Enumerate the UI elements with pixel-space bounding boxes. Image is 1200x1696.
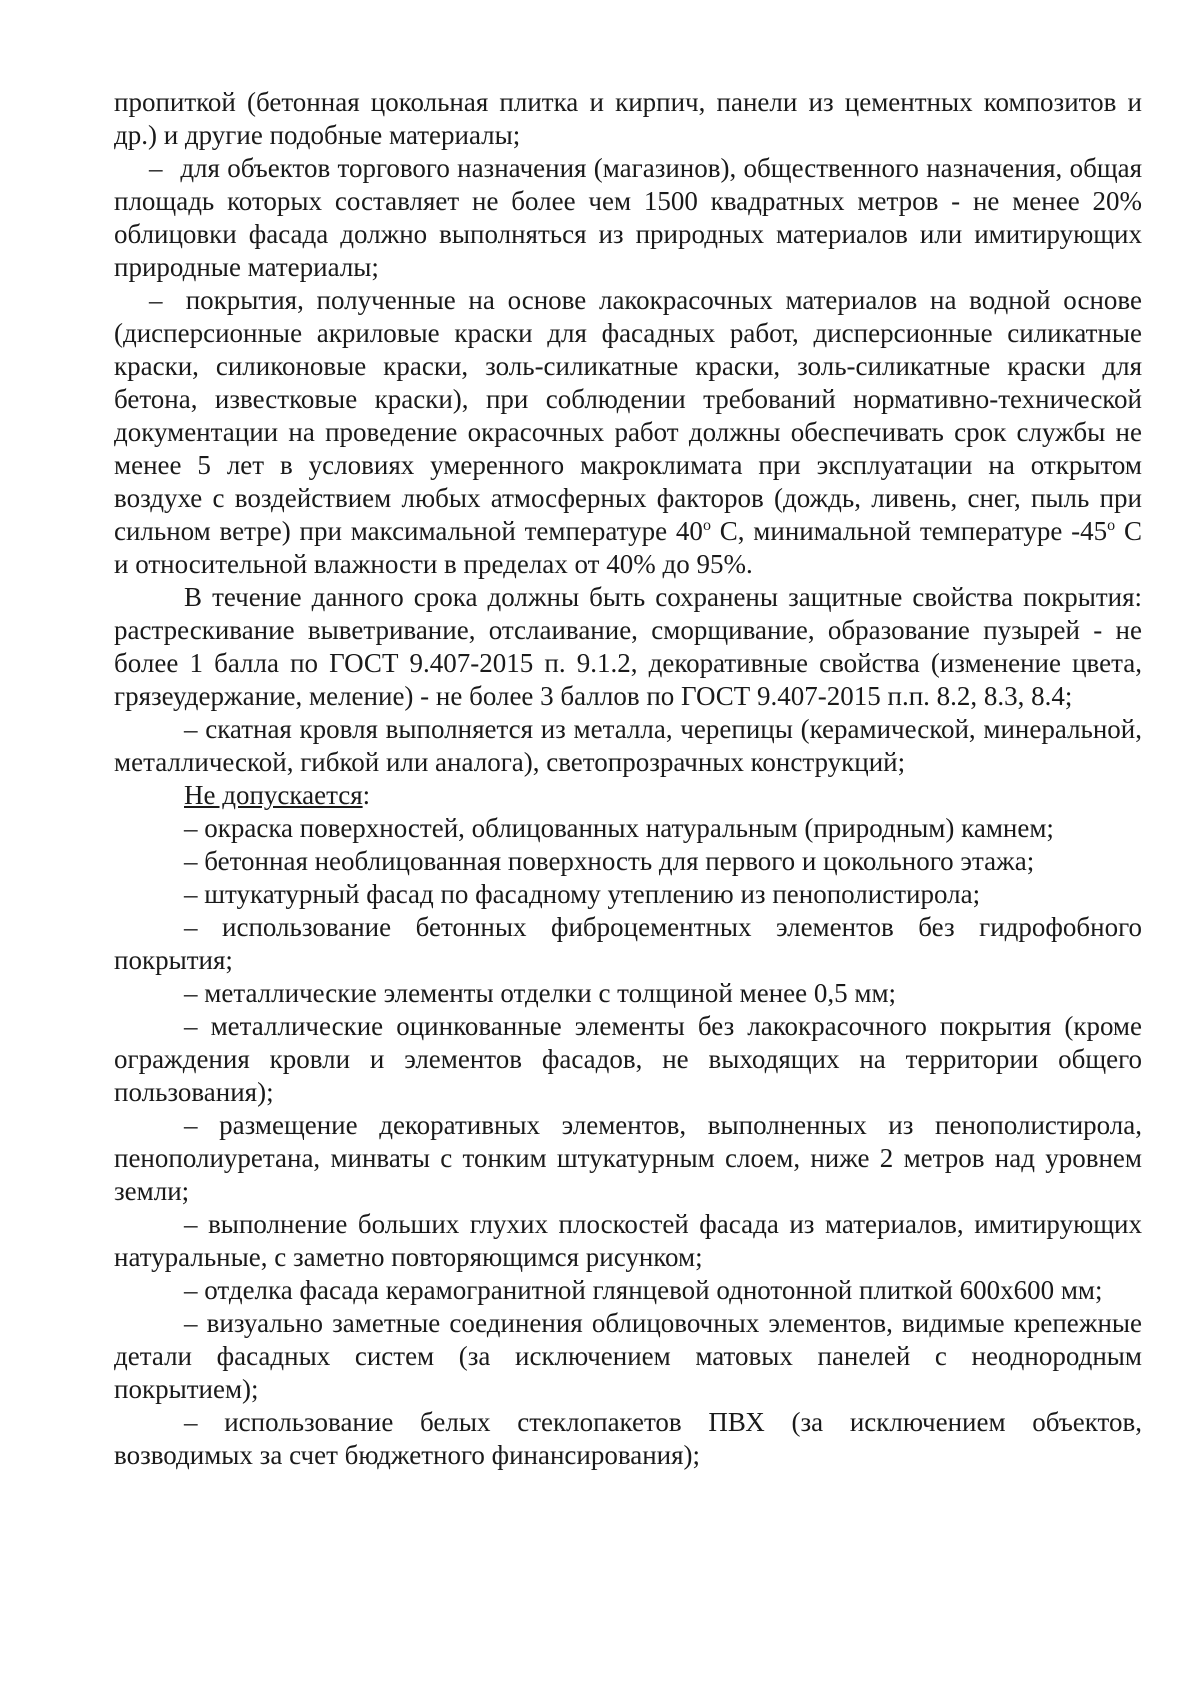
list-item-text: использование бетонных фиброцементных элементов без гидрофобного покрытия; [114,912,1142,975]
list-item-text: выполнение больших глухих плоскостей фасада из материалов, имитирующих натуральные, с заметно повторяющимся рисунком; [114,1209,1142,1272]
list-dash: – [184,879,198,909]
list-item [114,1274,1142,1307]
list-item-text: визуально заметные соединения облицовочных элементов, видимые крепежные детали фасадных систем (за исключением матовых панелей с неоднородным покрытием); [114,1308,1143,1404]
list-dash: – [184,1275,198,1305]
list-item-text: бетонная необлицованная поверхность для первого и цокольного этажа; [204,846,1035,876]
list-item-text: штукатурный фасад по фасадному утеплению из пенополистирола; [204,879,981,909]
list-item [114,977,1142,1010]
degree-mark: o [702,517,711,534]
list-item [114,911,1142,977]
paragraph-text: покрытия, полученные на основе лакокрасочных материалов на водной основе (дисперсионные акриловые краски для фасадных работ, дисперсионные силикатные краски, силиконовые краски, золь-силикатные краски, золь-силикатные краски для бетона, известковые краски), при соблюдении требований нормативно-технической документации на проведение окрасочных работ должны обеспечивать срок службы не менее 5 лет в условиях умеренного макроклимата при эксплуатации на открытом воздухе с воздействием любых атмосферных факторов (дождь, ливень, снег, пыль при сильном ветре) при максимальной температуре 40 [114,285,1142,546]
not-allowed-colon: : [362,780,371,810]
list-dash: – [184,978,198,1008]
paragraph-trade-objects [114,152,1142,284]
paragraph-service-life: В течение данного срока должны быть сохранены защитные свойства покрытия: растрескивание выветривание, отслаивание, сморщивание, образование пузырей - не более 1 балла по ГОСТ 9.407-2015 п. 9.1.2, декоративные свойства (изменение цвета, грязеудержание, меление) - не более 3 баллов по ГОСТ 9.407-2015 п.п. 8.2, 8.3, 8.4; [114,582,1142,711]
list-dash: – [184,1110,198,1140]
paragraph-roof [114,713,1142,779]
not-allowed-label: Не допускается [184,780,363,810]
list-item [114,1010,1142,1109]
list-item-text: размещение декоративных элементов, выполненных из пенополистирола, пенополиуретана, минваты с тонким штукатурным слоем, ниже 2 метров над уровнем земли; [114,1110,1142,1206]
list-dash: – [184,1308,198,1338]
paragraph-text: С и относительной влажности в пределах от 40% до 95%. [114,516,1142,579]
list-item [114,1307,1142,1406]
list-dash: – [184,813,198,843]
list-dash: – [184,912,198,942]
list-item [114,1109,1142,1208]
list-item-text: окраска поверхностей, облицованных натуральным (природным) камнем; [204,813,1054,843]
list-dash: – [149,153,163,183]
list-dash: – [184,1407,198,1437]
list-dash: – [149,285,163,315]
list-item-text: металлические оцинкованные элементы без лакокрасочного покрытия (кроме ограждения кровли и элементов фасадов, не выходящих на территории общего пользования); [114,1011,1142,1107]
list-item-text: использование белых стеклопакетов ПВХ (за исключением объектов, возводимых за счет бюджетного финансирования); [114,1407,1142,1470]
document-page [114,86,1142,1472]
list-item [114,845,1142,878]
list-item [114,1406,1142,1472]
list-item [114,812,1142,845]
list-item-text: отделка фасада керамогранитной глянцевой однотонной плиткой 600х600 мм; [204,1275,1103,1305]
paragraph-text: для объектов торгового назначения (магазинов), общественного назначения, общая площадь которых составляет не более чем 1500 квадратных метров - не менее 20% облицовки фасада должно выполняться из природных материалов или имитирующих природные материалы; [114,153,1143,282]
paragraph-coatings [114,284,1142,581]
list-item [114,878,1142,911]
list-dash: – [184,1209,198,1239]
paragraph-text: скатная кровля выполняется из металла, черепицы (керамической, минеральной, металлической, гибкой или аналога), светопрозрачных конструкций; [114,714,1143,777]
paragraph-text: С, минимальной температуре -45 [710,516,1108,546]
list-item-text: металлические элементы отделки с толщиной менее 0,5 мм; [204,978,897,1008]
not-allowed-heading [114,779,1142,812]
paragraph-materials-continuation: пропиткой (бетонная цокольная плитка и кирпич, панели из цементных композитов и др.) и другие подобные материалы; [114,87,1142,150]
list-item [114,1208,1142,1274]
degree-mark: o [1107,517,1116,534]
list-dash: – [184,846,198,876]
list-dash: – [184,1011,198,1041]
list-dash: – [184,714,198,744]
